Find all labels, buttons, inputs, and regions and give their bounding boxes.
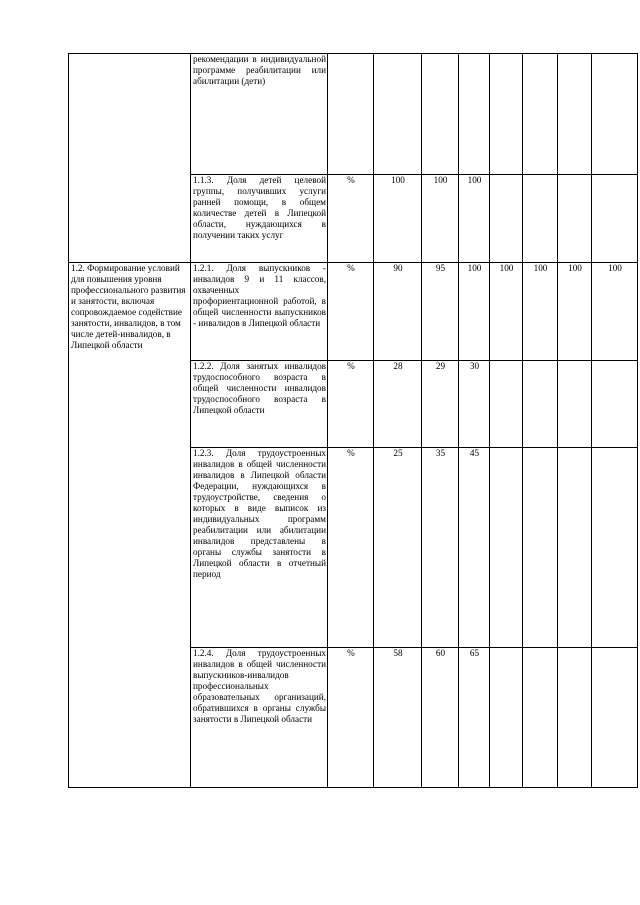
value-cell: 90: [374, 263, 422, 361]
value-cell: [422, 54, 459, 175]
value-cell: 100: [422, 175, 459, 263]
goal-cell-empty: [69, 54, 191, 263]
value-cell: 100: [523, 263, 558, 361]
value-cell: [490, 648, 523, 788]
value-cell: [592, 361, 638, 448]
value-cell: 30: [459, 361, 490, 448]
value-cell: 100: [490, 263, 523, 361]
indicator-cell: 1.2.4. Доля трудоустроенных инвалидов в общей численности выпускников-инвалидов профессиональных образовательных организаций, обратившихся в органы службы занятости в Липецкой области: [191, 648, 328, 788]
value-cell: [592, 175, 638, 263]
value-cell: 100: [558, 263, 592, 361]
value-cell: [490, 361, 523, 448]
value-cell: 35: [422, 448, 459, 648]
value-cell: 45: [459, 448, 490, 648]
value-cell: [592, 54, 638, 175]
indicator-cell: 1.2.3. Доля трудоустроенных инвалидов в общей численности инвалидов в Липецкой области Федерации, нуждающихся в трудоустройстве, сведения о которых в виде выписок из индивидуальных программ реабилитации или абилитации инвалидов представлены в органы службы занятости в Липецкой области в отчетный период: [191, 448, 328, 648]
value-cell: 29: [422, 361, 459, 448]
indicators-table: [68, 53, 638, 788]
value-cell: [592, 448, 638, 648]
value-cell: 100: [592, 263, 638, 361]
value-cell: [523, 361, 558, 448]
value-cell: 100: [374, 175, 422, 263]
value-cell: [558, 175, 592, 263]
table-row: [69, 263, 638, 361]
unit-cell: %: [328, 175, 374, 263]
value-cell: [558, 648, 592, 788]
value-cell: 58: [374, 648, 422, 788]
indicator-cell: 1.2.1. Доля выпускников - инвалидов 9 и 11 классов, охваченных профориентационной работой, в общей численности выпускников - инвалидов в Липецкой области: [191, 263, 328, 361]
value-cell: 100: [459, 175, 490, 263]
unit-cell: %: [328, 361, 374, 448]
indicator-cell: рекомендации в индивидуальной программе реабилитации или абилитации (дети): [191, 54, 328, 175]
value-cell: 65: [459, 648, 490, 788]
value-cell: [592, 648, 638, 788]
value-cell: [558, 54, 592, 175]
indicator-cell: 1.1.3. Доля детей целевой группы, получивших услуги ранней помощи, в общем количестве детей в Липецкой области, нуждающихся в получении таких услуг: [191, 175, 328, 263]
value-cell: [523, 175, 558, 263]
value-cell: 60: [422, 648, 459, 788]
value-cell: [459, 54, 490, 175]
value-cell: 95: [422, 263, 459, 361]
unit-cell: %: [328, 448, 374, 648]
goal-cell: 1.2. Формирование условий для повышения уровня профессионального развития и занятости, включая сопровождаемое содействие занятости, инвалидов, в том числе детей-инвалидов, в Липецкой области: [69, 263, 191, 788]
value-cell: [490, 54, 523, 175]
unit-cell: %: [328, 263, 374, 361]
value-cell: [490, 175, 523, 263]
value-cell: [490, 448, 523, 648]
value-cell: 25: [374, 448, 422, 648]
value-cell: [523, 448, 558, 648]
unit-cell: [328, 54, 374, 175]
unit-cell: %: [328, 648, 374, 788]
value-cell: [523, 648, 558, 788]
value-cell: [558, 361, 592, 448]
indicator-cell: 1.2.2. Доля занятых инвалидов трудоспособного возраста в общей численности инвалидов трудоспособного возраста в Липецкой области: [191, 361, 328, 448]
table-row: [69, 54, 638, 175]
value-cell: [374, 54, 422, 175]
value-cell: 100: [459, 263, 490, 361]
value-cell: [558, 448, 592, 648]
value-cell: [523, 54, 558, 175]
value-cell: 28: [374, 361, 422, 448]
